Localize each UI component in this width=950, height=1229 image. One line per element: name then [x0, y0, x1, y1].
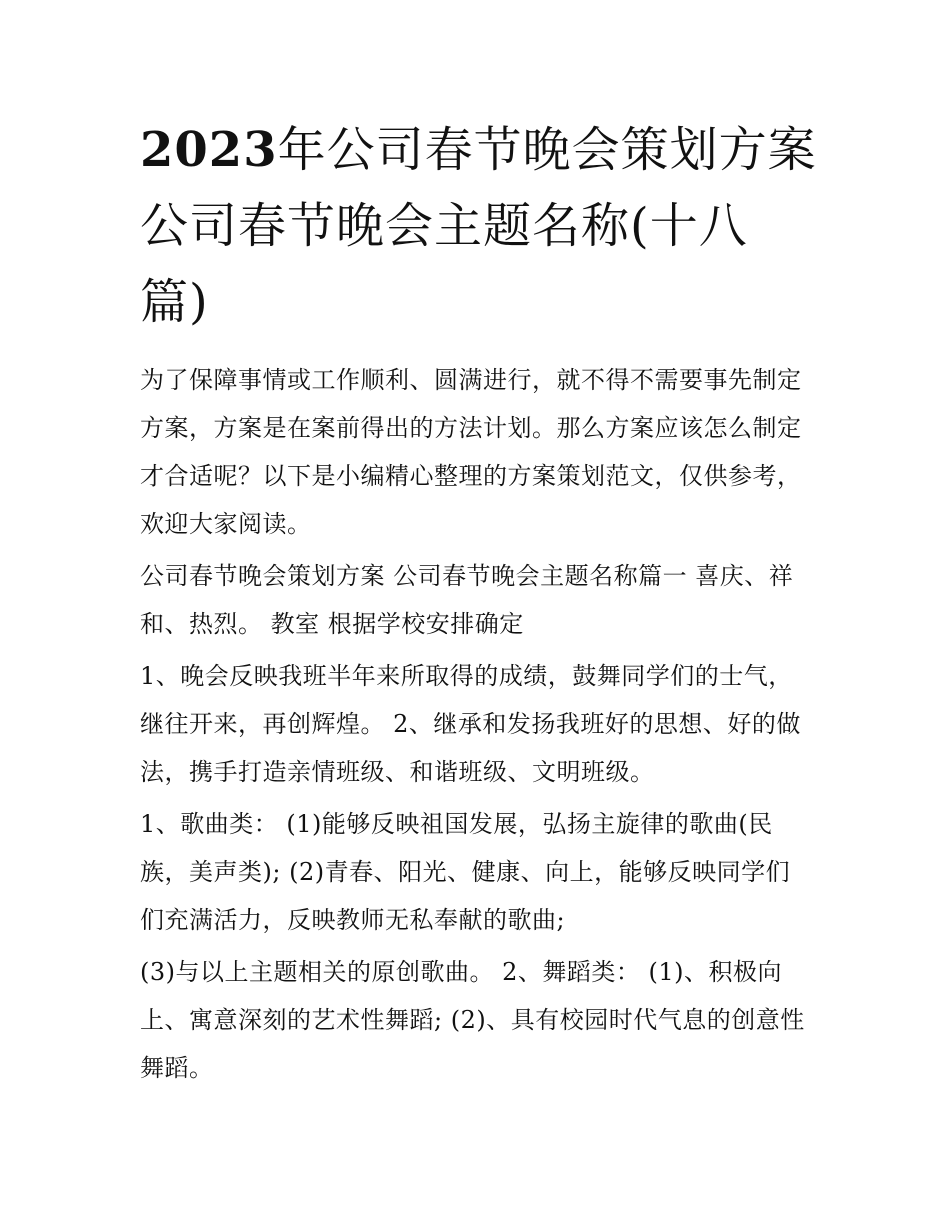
paragraph-line: 欢迎大家阅读。 [140, 510, 312, 538]
paragraph-line: 1、歌曲类： (1)能够反映祖国发展，弘扬主旋律的歌曲(民 [140, 810, 773, 838]
paragraph-line: 才合适呢？以下是小编精心整理的方案策划范文，仅供参考， [140, 462, 802, 490]
paragraph-line: 方案，方案是在案前得出的方法计划。那么方案应该怎么制定 [140, 414, 802, 442]
paragraph-line: 们充满活力，反映教师无私奉献的歌曲; [140, 906, 566, 934]
paragraph-line: 1、晚会反映我班半年来所取得的成绩，鼓舞同学们的士气， [140, 662, 793, 690]
title-line-1-text: 年公司春节晚会策划方案 [277, 122, 817, 178]
paragraph-line: 舞蹈。 [140, 1054, 214, 1082]
paragraph-goals [140, 652, 820, 796]
title-line-2: 公司春节晚会主题名称(十八 [140, 198, 748, 254]
title-line-1 [140, 112, 820, 188]
title-year: 2023 [140, 122, 278, 178]
paragraph-line: 上、寓意深刻的艺术性舞蹈; (2)、具有校园时代气息的创意性 [140, 1006, 805, 1034]
title-line-3: 篇) [140, 274, 209, 330]
paragraph-line: 法，携手打造亲情班级、和谐班级、文明班级。 [140, 758, 655, 786]
paragraph-line: 为了保障事情或工作顺利、圆满进行，就不得不需要事先制定 [140, 366, 802, 394]
paragraph-line: 继往开来，再创辉煌。 2、继承和发扬我班好的思想、好的做 [140, 710, 801, 738]
paragraph-intro [140, 356, 820, 548]
paragraph-theme [140, 552, 820, 648]
paragraph-line: (3)与以上主题相关的原创歌曲。 2、舞蹈类： (1)、积极向 [140, 958, 783, 986]
paragraph-line: 公司春节晚会策划方案 公司春节晚会主题名称篇一 喜庆、祥 [140, 562, 794, 590]
paragraph-songs [140, 800, 820, 944]
paragraph-line: 和、热烈。 教室 根据学校安排确定 [140, 610, 524, 638]
paragraph-line: 族，美声类); (2)青春、阳光、健康、向上，能够反映同学们 [140, 858, 791, 886]
document-body [140, 356, 820, 1096]
paragraph-dance [140, 948, 820, 1092]
document-title [140, 112, 820, 340]
